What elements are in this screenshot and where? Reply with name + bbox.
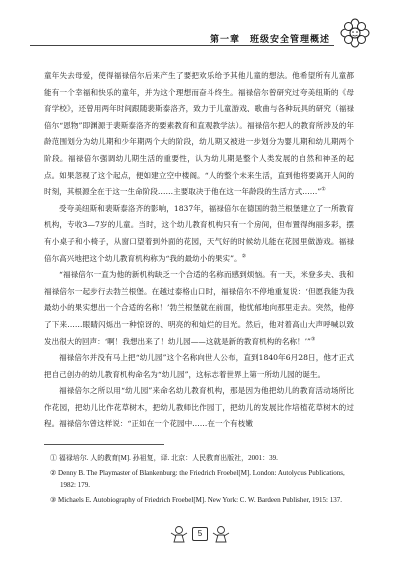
- header-rule: [30, 45, 334, 46]
- paragraph: [44, 267, 354, 350]
- child-figure-icon: [168, 525, 190, 543]
- footnote: [44, 452, 354, 464]
- page-footer: [168, 525, 232, 543]
- paragraph-text: “福禄倍尔一直为他的新机构缺乏一个合适的名称而感到烦恼。有一天，米登多夫、我和福禄倍尔一起步行去勃兰根堡。在越过泰格山口时，福禄倍尔不停地重复说：‘但愿我能为我最幼小的果实想出一个合适的名称！’勃兰根堡就在前面，他忧郁地向那里走去。突然，他停了下来……眼睛闪烁出一种惊讶的、明亮的和灿烂的目光。然后，他对着高山大声呼喊以致发出很大的回声：‘啊！我想出来了！幼儿园——这就是新的教育机构的名称！’”: [44, 270, 354, 346]
- footnotes: [44, 452, 354, 509]
- main-text: [44, 68, 354, 433]
- footnote-marker: ②: [50, 469, 57, 477]
- paragraph-text: 福禄倍尔并没有马上把“幼儿园”这个名称向世人公布，直到1840年6月28日，他才正式把自己创办的幼儿教育机构命名为“幼儿园”，这标志着世界上第一所幼儿园的诞生。: [44, 353, 354, 379]
- flower-emblem-icon: [340, 18, 370, 48]
- paragraph-text: 福禄倍尔之所以用“幼儿园”来命名幼儿教育机构，那是因为他把幼儿的教育活动场所比作花园，把幼儿比作花草树木，把幼儿教师比作园丁，把幼儿的发展比作培植花草树木的过程。福禄倍尔曾这样说：“正如在一个花园中……在一个有枝嫩: [44, 386, 354, 429]
- footnote-ref: ②: [241, 253, 247, 259]
- page-number: 5: [192, 527, 208, 541]
- paragraph: [44, 383, 354, 433]
- paragraph-text: 童年失去母爱，使得福禄倍尔后来产生了要把欢乐给予其他儿童的想法。他希望所有儿童都能有一个幸福和快乐的童年，并为这个理想而奋斗终生。福禄倍尔曾研究过夸美纽斯的《母育学校》，还曾用两年时间跟随裴斯泰洛齐，致力于儿童游戏、歌曲与各种玩具的研究（福禄倍尔“恩物”即渊源于裴斯泰洛齐的要素教育和直观教学法）。福禄倍尔把人的教育所涉及的年龄范围划分为幼儿期和少年期两个大的阶段，幼儿期又被进一步划分为婴儿期和幼儿期两个阶段。福禄倍尔强调幼儿期生活的重要性，认为幼儿期是整个人类发展的自然和神圣的起点。如果忽视了这个起点，便如建立空中楼阁。“人的整个未来生活，直到他将要离开人间的时刻，其根源全在于这一生命阶段……主要取决于他在这一年龄段的生活方式……”: [44, 71, 354, 197]
- footnote-ref: ①: [321, 186, 326, 193]
- paragraph-text: 受夸美纽斯和裴斯泰洛齐的影响，1837年，福禄倍尔在德国的勃兰根堡建立了一所教育机构，专收3—7岁的儿童。当时，这个幼儿教育机构只有一个房间，但布置得绚丽多彩，摆有小桌子和小椅子，从窗口望着到外面的花园，天气好的时候幼儿能在花园里做游戏。福禄倍尔高兴地把这个幼儿教育机构称为“我的最幼小的果实”。: [44, 203, 354, 263]
- footnote: [44, 494, 354, 506]
- footnote-text: Michaels E. Autobiography of Friedrich Froebel[M]. New York: C. W. Bardeen Publisher, 1915: 137.: [58, 496, 342, 504]
- footnote-text: Denny B. The Playmaster of Blankenburg: the Friedrich Froebel[M]. London: Autolycus Publications, 1982: 179.: [58, 469, 345, 489]
- child-figure-icon: [210, 525, 232, 543]
- chapter-title: 第一章 班级安全管理概述: [209, 35, 330, 45]
- footnote-marker: ①: [50, 454, 57, 462]
- paragraph: [44, 68, 354, 201]
- paragraph: [44, 201, 354, 267]
- footnote-text: 福禄培尔. 人的教育[M]. 孙祖复，译. 北京：人民教育出版社，2001：39.: [58, 454, 278, 462]
- footnote-ref: ③: [310, 335, 316, 342]
- footnote: [44, 467, 354, 491]
- footnote-marker: ③: [50, 496, 57, 504]
- paragraph: [44, 350, 354, 383]
- footnote-divider: [44, 444, 164, 445]
- page-header: [30, 28, 370, 50]
